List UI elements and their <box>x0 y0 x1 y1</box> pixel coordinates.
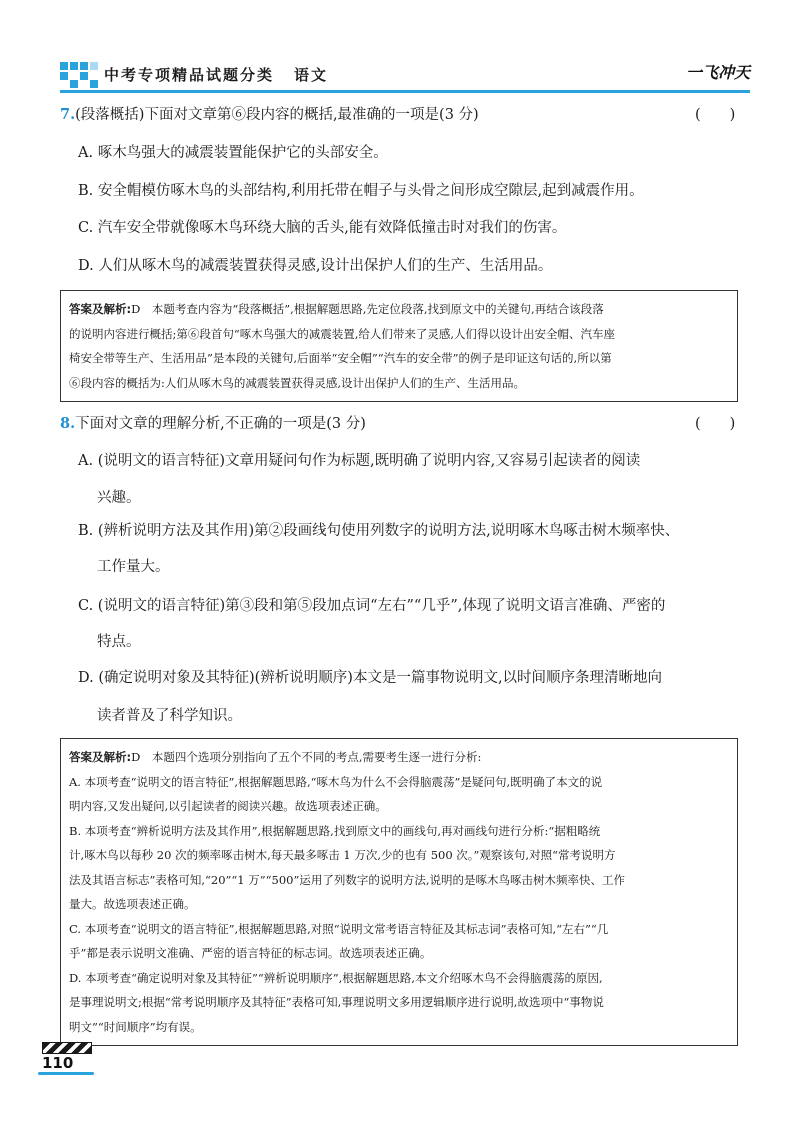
q7-option-d: D. 人们从啄木鸟的减震装置获得灵感,设计出保护人们的生产、生活用品。 <box>78 258 553 274</box>
q7-answer-bracket: ( ) <box>695 107 736 123</box>
header-logo-icon <box>60 62 100 88</box>
q8-number: 8. <box>60 415 76 432</box>
q7-stem <box>60 103 479 124</box>
q8-answer-line: D. 本项考查“确定说明对象及其特征”“辨析说明顺序”,根据解题思路,本文介绍啄木鸟不会得脑震荡的原因, <box>69 970 603 985</box>
q8-stem <box>60 412 366 433</box>
header-divider <box>60 90 750 93</box>
q7-answer-box <box>60 290 738 402</box>
page-number-badge <box>38 1042 94 1076</box>
q8-option-c-cont: 特点。 <box>97 634 141 650</box>
q7-option-c: C. 汽车安全带就像啄木鸟环绕大脑的舌头,能有效降低撞击时对我们的伤害。 <box>78 220 567 236</box>
q8-answer-line: A. 本项考查“说明文的语言特征”,根据解题思路,“啄木鸟为什么不会得脑震荡”是疑问句,既明确了本文的说 <box>69 774 603 789</box>
header-brand: 一飞冲天 <box>685 63 750 82</box>
header-series: 中考专项精品试题分类 <box>104 66 275 84</box>
q7-option-b: B. 安全帽模仿啄木鸟的头部结构,利用托带在帽子与头骨之间形成空隙层,起到减震作用。 <box>78 183 644 199</box>
q8-option-a-cont: 兴趣。 <box>97 490 141 506</box>
q8-answer-line: C. 本项考查“说明文的语言特征”,根据解题思路,对照“说明文常考语言特征及其标志词”表格可知,“左右”“几 <box>69 921 609 936</box>
q7-number: 7. <box>60 106 76 123</box>
q8-answer-line: 量大。故选项表述正确。 <box>69 897 196 911</box>
q8-answer-box <box>60 738 738 1046</box>
q7-answer-line: 答案及解析:D 本题考查内容为“段落概括”,根据解题思路,先定位段落,找到原文中的关键句,再结合该段落 <box>69 302 604 316</box>
q7-option-a: A. 啄木鸟强大的减震装置能保护它的头部安全。 <box>78 145 388 161</box>
q8-option-a: A. (说明文的语言特征)文章用疑问句作为标题,既明确了说明内容,又容易引起读者的阅读 <box>78 453 641 469</box>
q8-answer-line: 计,啄木鸟以每秒 20 次的频率啄击树木,每天最多啄击 1 万次,少的也有 500 次。”观察该句,对照“常考说明方 <box>69 848 616 862</box>
page-number-base <box>38 1072 94 1075</box>
q8-answer-line: 法及其语言标志”表格可知,“20”“1 万”“500”运用了列数字的说明方法,说明的是啄木鸟啄击树木频率快、工作 <box>69 872 626 887</box>
q8-stem-text: 下面对文章的理解分析,不正确的一项是(3 分) <box>75 416 366 432</box>
q8-option-b: B. (辨析说明方法及其作用)第②段画线句使用列数字的说明方法,说明啄木鸟啄击树木频率快、 <box>78 523 680 539</box>
q7-stem-text: (段落概括)下面对文章第⑥段内容的概括,最准确的一项是(3 分) <box>75 107 479 123</box>
page-header <box>60 56 750 96</box>
page-number-stripe-icon <box>42 1042 92 1054</box>
q8-answer-bracket: ( ) <box>695 416 736 432</box>
q8-answer-line: 是事理说明文;根据“常考说明顺序及其特征”表格可知,事理说明文多用逻辑顺序进行说明,故选项中“事物说 <box>69 995 604 1009</box>
page-number: 110 <box>42 1054 74 1072</box>
q7-answer-line: 椅安全带等生产、生活用品”是本段的关键句,后面举“安全帽”“汽车的安全带”的例子是印证这句话的,所以第 <box>69 351 612 365</box>
q8-option-d-cont: 读者普及了科学知识。 <box>97 708 242 724</box>
q8-answer-line: 乎”都是表示说明文准确、严密的语言特征的标志词。故选项表述正确。 <box>69 946 432 960</box>
q8-option-d: D. (确定说明对象及其特征)(辨析说明顺序)本文是一篇事物说明文,以时间顺序条理清晰地向 <box>78 670 663 686</box>
q7-answer-line: ⑥段内容的概括为:人们从啄木鸟的减震装置获得灵感,设计出保护人们的生产、生活用品。 <box>69 375 526 390</box>
q8-option-c: C. (说明文的语言特征)第③段和第⑤段加点词“左右”“几乎”,体现了说明文语言准确、严密的 <box>78 598 666 614</box>
q7-answer-label: 答案及解析: <box>69 302 132 316</box>
q8-answer-label: 答案及解析: <box>69 750 132 764</box>
q8-answer-line: 明文”“时间顺序”均有误。 <box>69 1019 202 1034</box>
q8-answer-line: B. 本项考查“辨析说明方法及其作用”,根据解题思路,找到原文中的画线句,再对画线句进行分析:“据粗略统 <box>69 823 601 838</box>
header-subject: 语文 <box>294 66 329 84</box>
q8-option-b-cont: 工作量大。 <box>97 559 170 575</box>
q8-answer-line: 明内容,又发出疑问,以引起读者的阅读兴趣。故选项表述正确。 <box>69 799 387 813</box>
q8-answer-line: 答案及解析:D 本题四个选项分别指向了五个不同的考点,需要考生逐一进行分析: <box>69 750 482 764</box>
header-title <box>104 64 328 85</box>
q7-answer-line: 的说明内容进行概括;第⑥段首句“啄木鸟强大的减震装置,给人们带来了灵感,人们得以设计出安全帽、汽车座 <box>69 326 616 341</box>
